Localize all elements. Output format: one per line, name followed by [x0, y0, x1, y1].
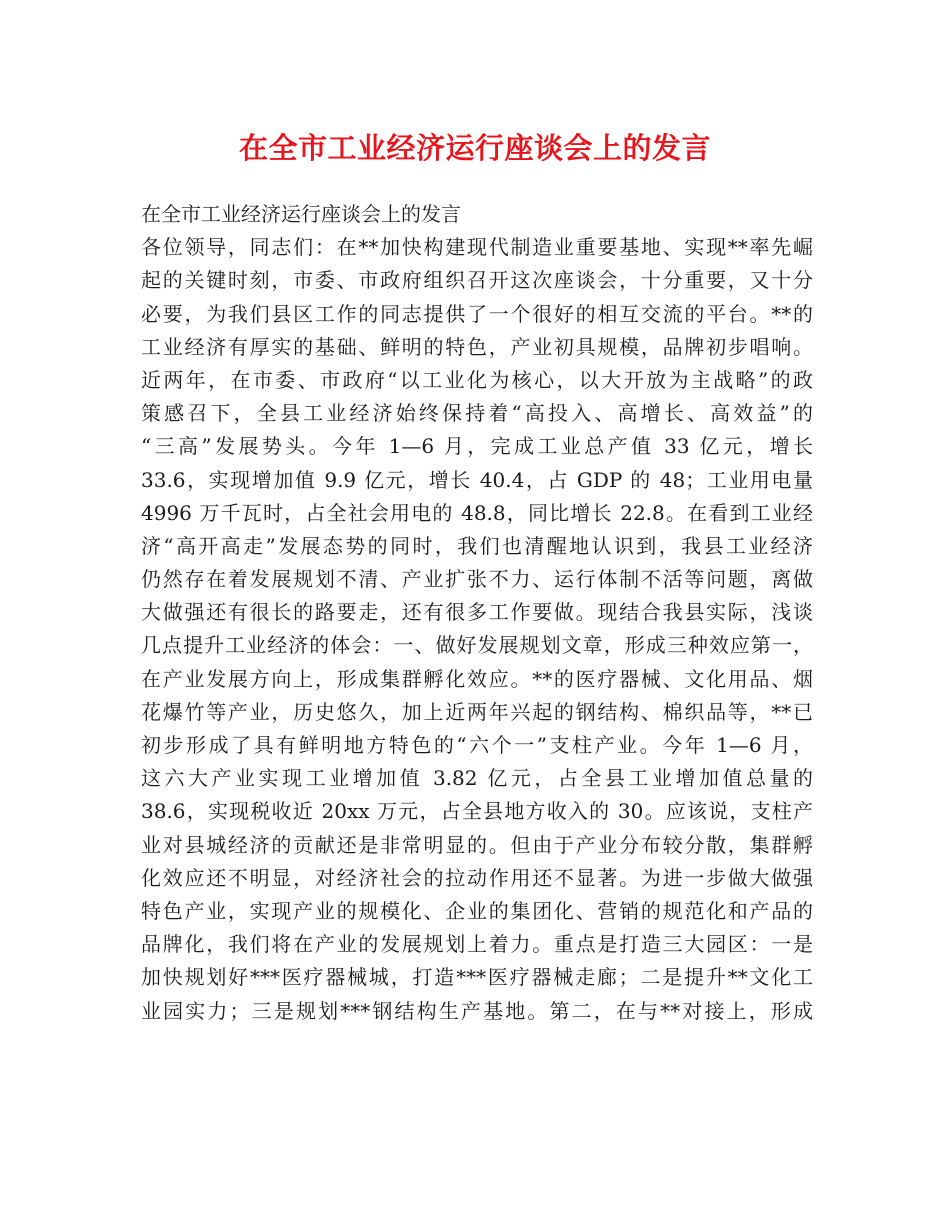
body-line: 起的关键时刻，市委、市政府组织召开这次座谈会，十分重要，又十分 [141, 268, 813, 293]
body-line: 大做强还有很长的路要走，还有很多工作要做。现结合我县实际，浅谈 [141, 600, 813, 625]
body-line: “三高”发展势头。今年 1—6 月，完成工业总产值 33 亿元，增长 [141, 434, 813, 459]
body-line: 38.6，实现税收近 20xx 万元，占全县地方收入的 30。应该说，支柱产 [141, 799, 813, 824]
body-line: 近两年，在市委、市政府“以工业化为核心，以大开放为主战略”的政 [141, 367, 813, 392]
body-line: 这六大产业实现工业增加值 3.82 亿元，占全县工业增加值总量的 [141, 766, 813, 791]
body-line: 必要，为我们县区工作的同志提供了一个很好的相互交流的平台。**的 [141, 301, 813, 326]
body-line: 业对县城经济的贡献还是非常明显的。但由于产业分布较分散，集群孵 [141, 832, 813, 857]
body-line: 工业经济有厚实的基础、鲜明的特色，产业初具规模，品牌初步唱响。 [141, 334, 813, 359]
document-body [141, 198, 813, 1028]
body-line: 花爆竹等产业，历史悠久，加上近两年兴起的钢结构、棉织品等，**已 [141, 699, 813, 724]
body-line: 4996 万千瓦时，占全社会用电的 48.8，同比增长 22.8。在看到工业经 [141, 500, 813, 525]
body-line: 特色产业，实现产业的规模化、企业的集团化、营销的规范化和产品的 [141, 898, 813, 923]
body-line: 在产业发展方向上，形成集群孵化效应。**的医疗器械、文化用品、烟 [141, 666, 813, 691]
body-line: 业园实力；三是规划***钢结构生产基地。第二，在与**对接上，形成 [141, 998, 813, 1023]
body-line: 初步形成了具有鲜明地方特色的“六个一”支柱产业。今年 1—6 月， [141, 733, 813, 757]
body-line: 品牌化，我们将在产业的发展规划上着力。重点是打造三大园区：一是 [141, 932, 813, 957]
body-line: 仍然存在着发展规划不清、产业扩张不力、运行体制不活等问题，离做 [141, 567, 813, 592]
body-line: 各位领导，同志们：在**加快构建现代制造业重要基地、实现**率先崛 [141, 235, 813, 260]
body-line: 几点提升工业经济的体会：一、做好发展规划文章，形成三种效应第一， [141, 633, 813, 658]
body-line: 化效应还不明显，对经济社会的拉动作用还不显著。为进一步做大做强 [141, 865, 813, 890]
body-line: 济“高开高走”发展态势的同时，我们也清醒地认识到，我县工业经济 [141, 533, 813, 558]
body-line: 策感召下，全县工业经济始终保持着“高投入、高增长、高效益”的 [141, 401, 813, 426]
body-line: 在全市工业经济运行座谈会上的发言 [141, 202, 461, 226]
body-line: 加快规划好***医疗器械城，打造***医疗器械走廊；二是提升**文化工 [141, 965, 813, 990]
document-title: 在全市工业经济运行座谈会上的发言 [238, 131, 711, 165]
body-line: 33.6，实现增加值 9.9 亿元，增长 40.4，占 GDP 的 48；工业用电量 [141, 467, 813, 492]
